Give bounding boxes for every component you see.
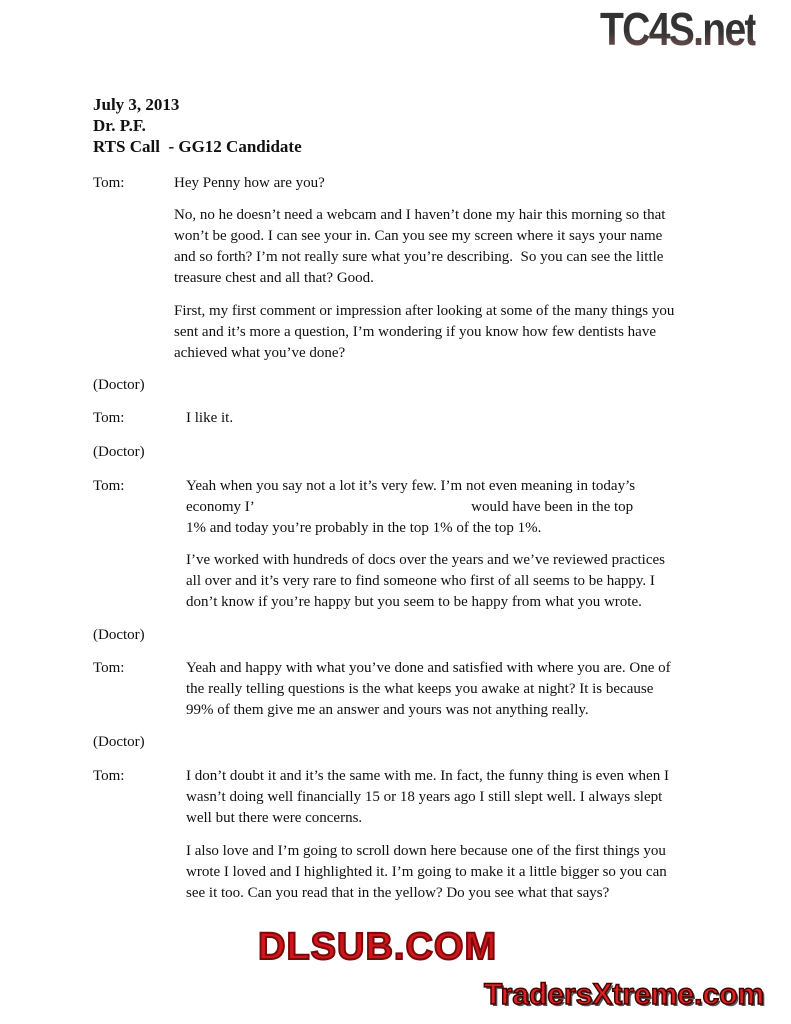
- paragraph-line: treasure chest and all that? Good.: [174, 270, 374, 286]
- speaker-label: Tom:: [93, 660, 125, 676]
- watermark-logo-bottom: TradersXtreme.com: [484, 978, 765, 1011]
- paragraph-line: Yeah and happy with what you’ve done and satisfied with where you are. One of: [186, 660, 671, 676]
- document-date: July 3, 2013: [93, 95, 180, 114]
- transcript-paragraph: [186, 658, 671, 721]
- document-name: Dr. P.F.: [93, 116, 146, 135]
- speaker-label: Tom:: [93, 768, 125, 784]
- speaker-label: Tom:: [93, 175, 125, 191]
- paragraph-line: No, no he doesn’t need a webcam and I haven’t done my hair this morning so that: [174, 207, 666, 223]
- paragraph-line: First, my first comment or impression after looking at some of the many things you: [174, 303, 675, 319]
- paragraph-line: Hey Penny how are you?: [174, 175, 325, 191]
- transcript-paragraph: [186, 841, 667, 904]
- paragraph-line: 1% and today you’re probably in the top 1% of the top 1%.: [186, 520, 542, 536]
- paragraph-line: 99% of them give me an answer and yours was not anything really.: [186, 702, 589, 718]
- transcript-paragraph: [186, 408, 233, 429]
- paragraph-line: I also love and I’m going to scroll down here because one of the first things you: [186, 843, 666, 859]
- paragraph-line: see it too. Can you read that in the yellow? Do you see what that says?: [186, 885, 610, 901]
- speaker-label: (Doctor): [93, 444, 145, 460]
- paragraph-line: don’t know if you’re happy but you seem to be happy from what you wrote.: [186, 594, 642, 610]
- document-title: RTS Call - GG12 Candidate: [93, 137, 302, 156]
- paragraph-line: the really telling questions is the what keeps you awake at night? It is because: [186, 681, 654, 697]
- paragraph-line: won’t be good. I can see your in. Can you see my screen where it says your name: [174, 228, 663, 244]
- watermark-logo-top: TC4S.net: [600, 3, 756, 55]
- paragraph-line: Yeah when you say not a lot it’s very few. I’m not even meaning in today’s: [186, 478, 636, 494]
- transcript-paragraph: [186, 476, 635, 539]
- paragraph-line: achieved what you’ve done?: [174, 345, 346, 361]
- paragraph-line: well but there were concerns.: [186, 810, 363, 826]
- speaker-label: (Doctor): [93, 627, 145, 643]
- transcript-paragraph: [186, 766, 669, 829]
- paragraph-line: I’ve worked with hundreds of docs over the years and we’ve reviewed practices: [186, 552, 665, 568]
- transcript-paragraph: [174, 173, 325, 194]
- paragraph-line: I like it.: [186, 410, 234, 426]
- paragraph-line: sent and it’s more a question, I’m wondering if you know how few dentists have: [174, 324, 656, 340]
- paragraph-line: and so forth? I’m not really sure what you’re describing. So you can see the little: [174, 249, 664, 265]
- paragraph-line: wasn’t doing well financially 15 or 18 years ago I still slept well. I always slept: [186, 789, 663, 805]
- transcript-paragraph: [186, 550, 665, 613]
- paragraph-line: wrote I loved and I highlighted it. I’m going to make it a little bigger so you can: [186, 864, 667, 880]
- paragraph-line: I don’t doubt it and it’s the same with me. In fact, the funny thing is even when I: [186, 768, 669, 784]
- paragraph-line: all over and it’s very rare to find someone who first of all seems to be happy. I: [186, 573, 655, 589]
- speaker-label: (Doctor): [93, 377, 145, 393]
- speaker-label: Tom:: [93, 410, 125, 426]
- speaker-label: Tom:: [93, 478, 125, 494]
- speaker-label: (Doctor): [93, 734, 145, 750]
- transcript-paragraph: [174, 301, 674, 364]
- paragraph-line: economy I’ would have been in the top: [186, 499, 634, 515]
- transcript-paragraph: [174, 205, 665, 289]
- watermark-logo-middle: DLSUB.COM: [258, 926, 498, 968]
